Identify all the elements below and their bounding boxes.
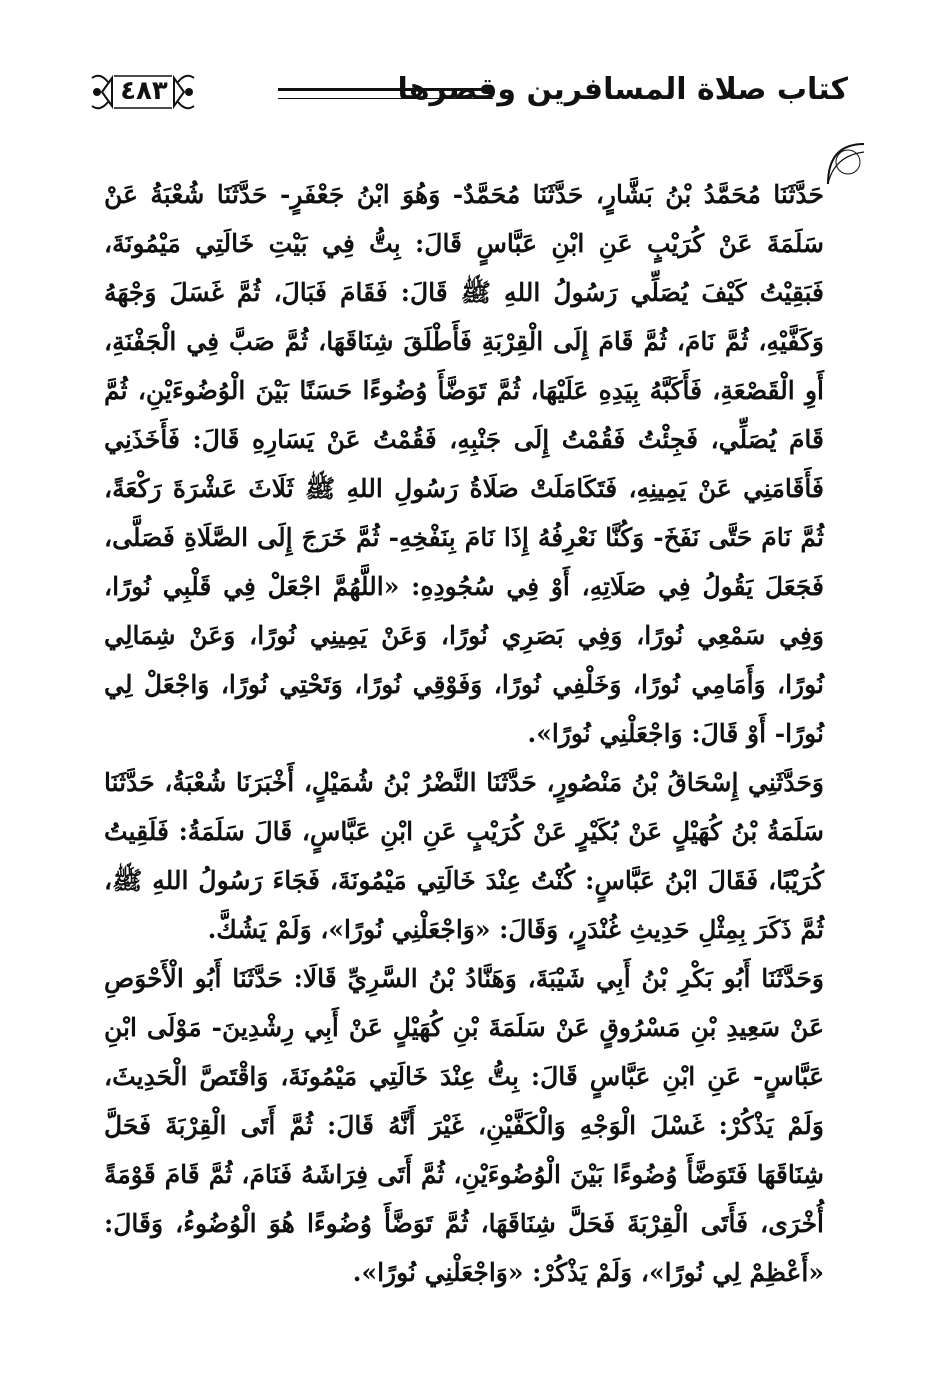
hadith-paragraph-2: وَحَدَّثَنِي إِسْحَاقُ بْنُ مَنْصُورٍ، حَدَّثَنَا النَّضْرُ بْنُ شُمَيْلٍ، أَخْبَرَنَا شُعْبَةُ، حَدَّثَنَا سَلَمَةُ بْنُ كُهَيْلٍ عَنْ بُكَيْرٍ عَنْ كُرَيْبٍ عَنِ ابْنِ عَبَّاسٍ، قَالَ سَلَمَةُ: فَلَقِيتُ كُرَيْبًا، فَقَالَ ابْنُ عَبَّاسٍ: كُنْتُ عِنْدَ خَالَتِي مَيْمُونَةَ، فَجَاءَ رَسُولُ اللهِ ﷺ، ثُمَّ ذَكَرَ بِمِثْلِ حَدِيثِ غُنْدَرٍ، وَقَالَ: «وَاجْعَلْنِي نُورًا»، وَلَمْ يَشُكَّ. <box>104 768 824 944</box>
hadith-paragraph-3: وَحَدَّثَنَا أَبُو بَكْرِ بْنُ أَبِي شَيْبَةَ، وَهَنَّادُ بْنُ السَّرِيِّ قَالَا: حَدَّثَنَا أَبُو الْأَحْوَصِ عَنْ سَعِيدِ بْنِ مَسْرُوقٍ عَنْ سَلَمَةَ بْنِ كُهَيْلٍ عَنْ أَبِي رِشْدِينَ- مَوْلَى ابْنِ عَبَّاسٍ- عَنِ ابْنِ عَبَّاسٍ قَالَ: بِتُّ عِنْدَ خَالَتِي مَيْمُونَةَ، وَاقْتَصَّ الْحَدِيثَ، وَلَمْ يَذْكُرْ: غَسْلَ الْوَجْهِ وَالْكَفَّيْنِ، غَيْرَ أَنَّهُ قَالَ: ثُمَّ أَتَى الْقِرْبَةَ فَحَلَّ شِنَاقَهَا فَتَوَضَّأَ وُضُوءًا بَيْنَ الْوُضُوءَيْنِ، ثُمَّ أَتَى فِرَاشَهُ فَنَامَ، ثُمَّ قَامَ قَوْمَةً أُخْرَى، فَأَتَى الْقِرْبَةَ فَحَلَّ شِنَاقَهَا، ثُمَّ تَوَضَّأَ وُضُوءًا هُوَ الْوُضُوءُ، وَقَالَ: «أَعْظِمْ لِي نُورًا»، وَلَمْ يَذْكُرْ: «وَاجْعَلْنِي نُورًا». <box>104 964 824 1287</box>
page-number: ٤٨٣ <box>120 76 168 106</box>
corner-ornament-icon <box>826 142 866 186</box>
header-rule <box>278 88 493 99</box>
chapter-title: كتاب صلاة المسافرين وقصرها <box>397 72 848 107</box>
hadith-body <box>104 170 824 1297</box>
page-number-ornament <box>88 68 198 116</box>
page-header <box>88 68 848 124</box>
hadith-paragraph-1: حَدَّثَنَا مُحَمَّدُ بْنُ بَشَّارٍ، حَدَّثَنَا مُحَمَّدٌ- وَهُوَ ابْنُ جَعْفَرٍ- حَدَّثَنَا شُعْبَةُ عَنْ سَلَمَةَ عَنْ كُرَيْبٍ عَنِ ابْنِ عَبَّاسٍ قَالَ: بِتُّ فِي بَيْتِ خَالَتِي مَيْمُونَةَ، فَبَقِيْتُ كَيْفَ يُصَلِّي رَسُولُ اللهِ ﷺ قَالَ: فَقَامَ فَبَالَ، ثُمَّ غَسَلَ وَجْهَهُ وَكَفَّيْهِ، ثُمَّ نَامَ، ثُمَّ قَامَ إِلَى الْقِرْبَةِ فَأَطْلَقَ شِنَاقَهَا، ثُمَّ صَبَّ فِي الْجَفْنَةِ، أَوِ الْقَصْعَةِ، فَأَكَبَّهُ بِيَدِهِ عَلَيْهَا، ثُمَّ تَوَضَّأَ وُضُوءًا حَسَنًا بَيْنَ الْوُضُوءَيْنِ، ثُمَّ قَامَ يُصَلِّي، فَجِئْتُ فَقُمْتُ إِلَى جَنْبِهِ، فَقُمْتُ عَنْ يَسَارِهِ قَالَ: فَأَخَذَنِي فَأَقَامَنِي عَنْ يَمِينِهِ، فَتَكَامَلَتْ صَلَاةُ رَسُولِ اللهِ ﷺ ثَلَاثَ عَشْرَةَ رَكْعَةً، ثُمَّ نَامَ حَتَّى نَفَخَ- وَكُنَّا نَعْرِفُهُ إِذَا نَامَ بِنَفْخِهِ- ثُمَّ خَرَجَ إِلَى الصَّلَاةِ فَصَلَّى، فَجَعَلَ يَقُولُ فِي صَلَاتِهِ، أَوْ فِي سُجُودِهِ: «اللَّهُمَّ اجْعَلْ فِي قَلْبِي نُورًا، وَفِي سَمْعِي نُورًا، وَفِي بَصَرِي نُورًا، وَعَنْ يَمِينِي نُورًا، وَعَنْ شِمَالِي نُورًا، وَأَمَامِي نُورًا، وَخَلْفِي نُورًا، وَفَوْقِي نُورًا، وَتَحْتِي نُورًا، وَاجْعَلْ لِي نُورًا- أَوْ قَالَ: وَاجْعَلْنِي نُورًا». <box>104 180 824 748</box>
